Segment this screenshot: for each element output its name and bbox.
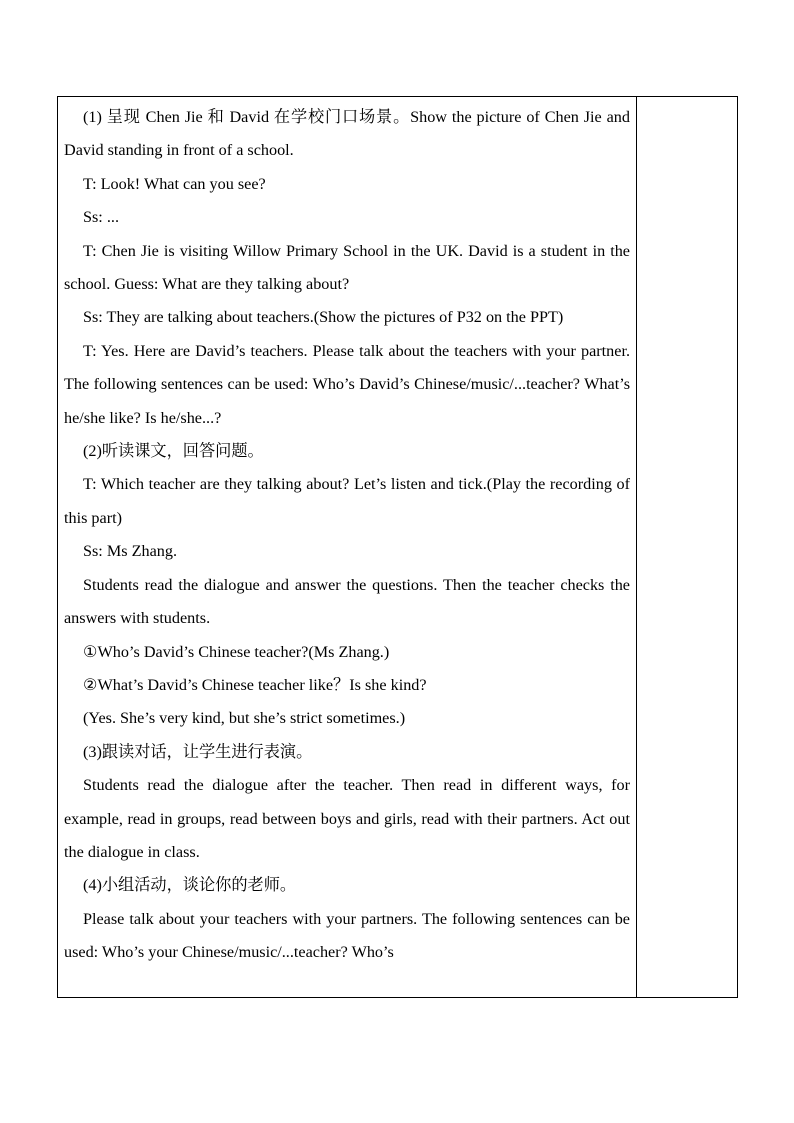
paragraph-read-after: Students read the dialogue after the teacher. Then read in different ways, for example, read in groups, read between boys and girls, read with their partners. Act out the dialogue in class. — [64, 776, 630, 861]
paragraph-students-answer: Ss: ... — [83, 208, 119, 227]
paragraph-students-ms-zhang: Ss: Ms Zhang. — [83, 542, 177, 561]
paragraph-scene-intro: (1) 呈现 Chen Jie 和 David 在学校门口场景。Show the picture of Chen Jie and David standing in front of a school. — [64, 108, 630, 160]
paragraph-teacher-visiting: T: Chen Jie is visiting Willow Primary School in the UK. David is a student in the school. Guess: What are they talking about? — [64, 241, 630, 294]
paragraph-read-dialogue: Students read the dialogue and answer the questions. Then the teacher checks the answers with students. — [64, 575, 630, 628]
paragraph-step4-heading: (4)小组活动，谈论你的老师。 — [83, 876, 297, 895]
paragraph-question-2: ②What’s David’s Chinese teacher like？Is she kind? — [83, 675, 427, 694]
procedure-column — [58, 97, 637, 997]
procedure-text — [64, 101, 630, 970]
paragraph-talk-teachers: Please talk about your teachers with your partners. The following sentences can be used: Who’s your Chinese/music/...teacher? Who’s — [64, 909, 630, 962]
paragraph-step3-heading: (3)跟读对话，让学生进行表演。 — [83, 742, 313, 761]
paragraph-students-teachers: Ss: They are talking about teachers.(Show the pictures of P32 on the PPT) — [83, 308, 564, 327]
paragraph-teacher-yes: T: Yes. Here are David’s teachers. Please talk about the teachers with your partner. The following sentences can be used: Who’s David’s Chinese/music/...teacher? What’s he/she like? Is he/she...? — [64, 341, 630, 427]
lesson-table — [57, 96, 738, 998]
notes-column — [637, 97, 737, 997]
paragraph-step2-heading: (2)听读课文，回答问题。 — [83, 442, 264, 461]
paragraph-question-1: ①Who’s David’s Chinese teacher?(Ms Zhang.) — [83, 642, 390, 661]
paragraph-answer-2: (Yes. She’s very kind, but she’s strict sometimes.) — [83, 709, 406, 728]
paragraph-teacher-look: T: Look! What can you see? — [83, 174, 266, 193]
paragraph-teacher-which: T: Which teacher are they talking about? Let’s listen and tick.(Play the recording of this part) — [64, 475, 630, 527]
